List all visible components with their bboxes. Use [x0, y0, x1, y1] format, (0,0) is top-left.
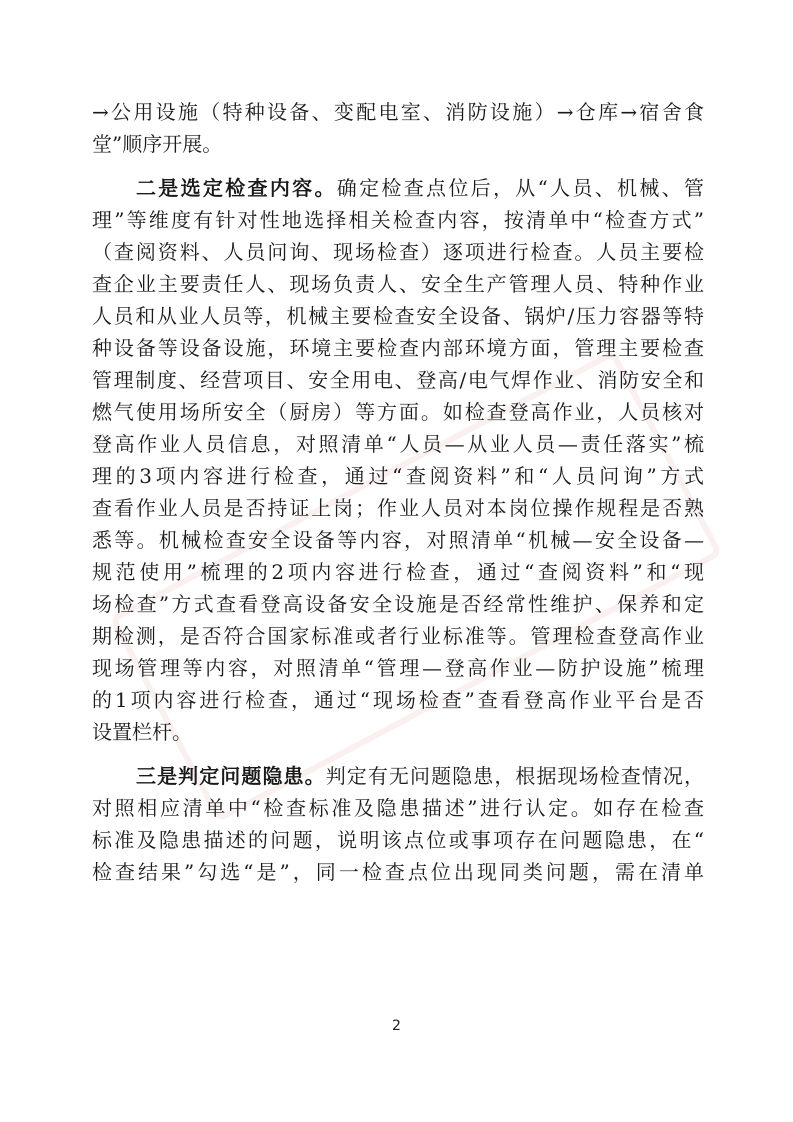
line-text: 场检查”方式查看登高设备安全设施是否经常性维护、保养和定 [92, 592, 704, 616]
line-text: 悉等。机械检查安全设备等内容，对照清单“机械—安全设备— [92, 528, 704, 552]
text-line [92, 652, 704, 684]
text-line [92, 492, 704, 524]
text-line [92, 824, 704, 856]
line-text: 标准及隐患描述的问题，说明该点位或事项存在问题隐患，在“ [92, 828, 704, 852]
text-line [92, 792, 704, 824]
line-text: 对照相应清单中“检查标准及隐患描述”进行认定。如存在检查 [92, 796, 704, 820]
line-text: 的1项内容进行检查，通过“现场检查”查看登高作业平台是否 [92, 688, 704, 712]
text-line [92, 588, 704, 620]
text-line [92, 96, 704, 128]
text-line [92, 684, 704, 716]
line-text: 登高作业人员信息，对照清单“人员—从业人员—责任落实”梳 [92, 432, 704, 456]
paragraph-lead: 二是选定检查内容。 [136, 176, 337, 200]
text-line [92, 204, 704, 236]
line-text: →公用设施（特种设备、变配电室、消防设施）→仓库→宿舍食 [92, 100, 704, 124]
text-line [92, 128, 704, 160]
line-text: 理”等维度有针对性地选择相关检查内容，按清单中“检查方式” [92, 208, 704, 232]
line-text: 判定有无问题隐患，根据现场检查情况， [325, 764, 704, 788]
line-text: 确定检查点位后，从“人员、机械、管 [336, 176, 704, 200]
text-line [92, 364, 704, 396]
line-text: 堂”顺序开展。 [92, 132, 223, 156]
text-line [92, 524, 704, 556]
text-line [92, 172, 704, 204]
line-text: 设置栏杆。 [92, 720, 192, 744]
text-line [92, 428, 704, 460]
text-line [92, 620, 704, 652]
text-line [92, 760, 704, 792]
text-line [92, 460, 704, 492]
line-text: 管理制度、经营项目、安全用电、登高/电气焊作业、消防安全和 [92, 368, 704, 392]
line-text: 人员和从业人员等，机械主要检查安全设备、锅炉/压力容器等特 [92, 304, 704, 328]
page-number: 2 [392, 1018, 401, 1034]
line-text: 查看作业人员是否持证上岗；作业人员对本岗位操作规程是否熟 [92, 496, 704, 520]
line-text: 种设备等设备设施，环境主要检查内部环境方面，管理主要检查 [92, 336, 704, 360]
line-text: 检查结果”勾选“是”，同一检查点位出现同类问题，需在清单 [92, 860, 704, 884]
line-text: 查企业主要责任人、现场负责人、安全生产管理人员、特种作业 [92, 272, 704, 296]
text-line [92, 856, 704, 888]
text-line [92, 716, 704, 748]
line-text: 现场管理等内容，对照清单“管理—登高作业—防护设施”梳理 [92, 656, 704, 680]
line-text: 燃气使用场所安全（厨房）等方面。如检查登高作业，人员核对 [92, 400, 704, 424]
body-text [92, 96, 704, 888]
text-line [92, 332, 704, 364]
line-text: （查阅资料、人员问询、现场检查）逐项进行检查。人员主要检 [92, 240, 704, 264]
text-line [92, 396, 704, 428]
text-line [92, 300, 704, 332]
text-line [92, 268, 704, 300]
text-line [92, 556, 704, 588]
line-text: 期检测，是否符合国家标准或者行业标准等。管理检查登高作业 [92, 624, 704, 648]
line-text: 规范使用”梳理的2项内容进行检查，通过“查阅资料”和“现 [92, 560, 704, 584]
line-text: 理的3项内容进行检查，通过“查阅资料”和“人员问询”方式 [92, 464, 704, 488]
paragraph-lead: 三是判定问题隐患。 [136, 764, 326, 788]
text-line [92, 236, 704, 268]
